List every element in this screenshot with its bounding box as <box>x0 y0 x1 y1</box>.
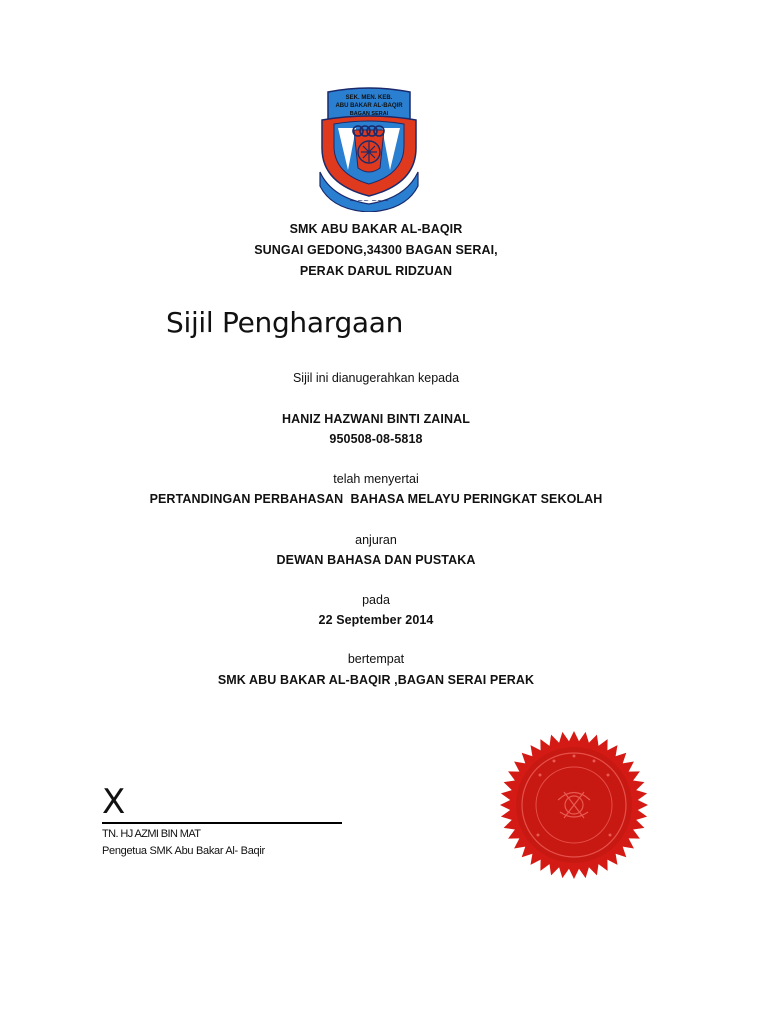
signature-line <box>102 822 342 824</box>
event-date: 22 September 2014 <box>318 613 434 627</box>
crest-banner-line-3: BAGAN SERAI <box>349 111 389 117</box>
signature-mark: X <box>102 782 126 822</box>
organiser-label: anjuran <box>355 533 397 547</box>
signatory-role: Pengetua SMK Abu Bakar Al- Baqir <box>102 845 265 857</box>
date-label: pada <box>362 593 390 607</box>
school-address-line-1: SUNGAI GEDONG,34300 BAGAN SERAI, <box>254 243 498 257</box>
crest-banner-line-2: ABU BAKAR AL-BAQIR <box>335 103 403 109</box>
red-seal-stamp <box>498 730 650 880</box>
certificate-title: Sijil Penghargaan <box>166 306 404 339</box>
school-name: SMK ABU BAKAR AL-BAQIR <box>289 222 463 236</box>
recipient-name: HANIZ HAZWANI BINTI ZAINAL <box>282 412 470 426</box>
event-name: PERTANDINGAN PERBAHASAN BAHASA MELAYU PERINGKAT SEKOLAH <box>149 492 603 506</box>
crest-banner-line-1: SEK. MEN. KEB. <box>345 95 393 101</box>
venue-name: SMK ABU BAKAR AL-BAQIR ,BAGAN SERAI PERAK <box>217 673 535 687</box>
school-crest-logo <box>318 86 420 212</box>
participated-label: telah menyertai <box>333 472 419 486</box>
venue-label: bertempat <box>347 652 405 666</box>
recipient-id: 950508-08-5818 <box>329 432 423 446</box>
signatory-name: TN. HJ AZMI BIN MAT <box>102 828 201 840</box>
school-address-line-2: PERAK DARUL RIDZUAN <box>299 264 453 278</box>
organiser-name: DEWAN BAHASA DAN PUSTAKA <box>276 553 476 567</box>
awarded-to-label: Sijil ini dianugerahkan kepada <box>292 371 460 385</box>
svg-text:~ ~~ ~~~: ~ ~~ ~~~ <box>349 197 389 205</box>
